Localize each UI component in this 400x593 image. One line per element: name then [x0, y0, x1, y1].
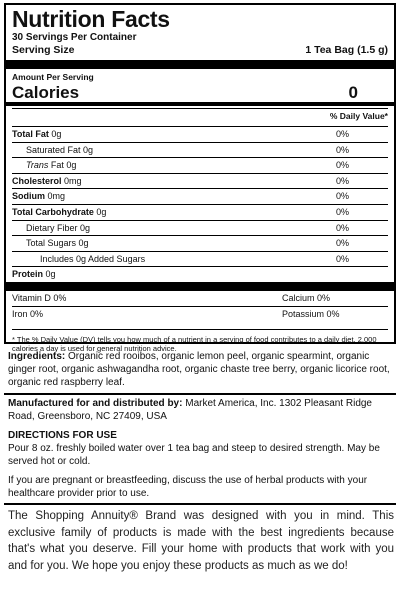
nutrition-facts-panel: [4, 3, 396, 354]
nutrient-pct: 0%: [336, 238, 350, 249]
section-divider: [4, 503, 396, 505]
nutrient-name: Cholesterol: [12, 175, 62, 186]
nutrient-row-total-carbohydrate: [12, 204, 388, 220]
nutrient-pct: 0%: [336, 160, 350, 171]
vitamin-row-1: [12, 291, 388, 306]
nutrient-pct: 0%: [336, 144, 350, 155]
serving-size-label: Serving Size: [12, 44, 75, 56]
calories-label: Calories: [12, 83, 80, 102]
serving-size-value: 1 Tea Bag (1.5 g): [305, 44, 388, 56]
serving-size-row: [12, 44, 388, 57]
nutrient-row-sodium: [12, 188, 388, 204]
pregnancy-warning: If you are pregnant or breastfeeding, discuss the use of herbal products with your healthcare provider prior to use.: [8, 475, 368, 499]
directions-heading: DIRECTIONS FOR USE: [8, 430, 117, 441]
nutrient-amount: 0g: [51, 129, 62, 139]
nutrient-amount: 0g: [96, 206, 107, 217]
nutrient-row-total-fat: [12, 126, 388, 142]
section-divider: [4, 393, 396, 395]
ingredients-label: Ingredients:: [8, 351, 66, 362]
thick-divider: [6, 60, 394, 69]
ingredients-text: Organic red rooibos, organic lemon peel, organic spearmint, organic ginger root, organic ashwagandha root, organic chaste tree berry, organic licorice root, organic red raspberry leaf.: [8, 351, 390, 388]
nutrient-pct: 0%: [336, 222, 350, 233]
vitamin-row-2: [12, 306, 388, 321]
nutrient-row-total-sugars: [12, 235, 388, 251]
potassium: Potassium 0%: [282, 308, 340, 319]
nutrient-pct: 0%: [336, 129, 350, 139]
calories-row: [12, 83, 388, 102]
nutrient-row-added-sugars: [12, 251, 388, 267]
nutrient-name: Includes 0g Added Sugars: [40, 253, 146, 264]
vitamin-d: Vitamin D 0%: [12, 292, 67, 303]
nutrient-amount: Fat 0g: [50, 160, 77, 171]
nutrient-name: Sodium: [12, 191, 45, 202]
nutrient-name: Total Carbohydrate: [12, 206, 94, 217]
nutrient-name: Dietary Fiber 0g: [26, 222, 91, 233]
nutrient-row-cholesterol: [12, 173, 388, 189]
nutrient-name: Saturated Fat 0g: [26, 144, 94, 155]
nutrient-pct: 0%: [336, 253, 350, 264]
calcium: Calcium 0%: [282, 292, 331, 303]
nutrient-row-dietary-fiber: [12, 220, 388, 236]
nutrition-facts-title: Nutrition Facts: [12, 6, 170, 32]
brand-blurb: The Shopping Annuity® Brand was designed with you in mind. This exclusive family of products is made with the best ingredients because that's what you deserve. Fill your home with products that work with you and for you. We hope you enjoy these products as much as we do!: [8, 510, 394, 572]
nutrient-name: Protein: [12, 269, 44, 280]
manufacturer-label: Manufactured for and distributed by:: [8, 398, 183, 409]
directions-text: Pour 8 oz. freshly boiled water over 1 tea bag and steep to desired strength. May be served hot or cold.: [8, 443, 380, 467]
nutrient-pct: 0%: [336, 191, 350, 202]
nutrient-amount: 0g: [45, 269, 56, 280]
nutrient-row-saturated-fat: [12, 142, 388, 158]
amount-per-serving: Amount Per Serving: [12, 72, 94, 82]
daily-value-header: % Daily Value*: [12, 108, 388, 126]
manufacturer-text: Market America, Inc. 1302 Pleasant Ridge Road, Greensboro, NC 27409, USA: [8, 398, 372, 422]
medium-divider: [6, 102, 394, 106]
ingredients-block: [8, 350, 394, 389]
thick-divider: [6, 282, 394, 291]
calories-value: 0: [348, 83, 358, 102]
nutrient-name: Trans: [26, 160, 49, 171]
servings-per-container: 30 Servings Per Container: [12, 32, 137, 43]
nutrient-pct: 0%: [336, 175, 350, 186]
nutrient-amount: 0mg: [47, 191, 66, 202]
nutrient-row-protein: [12, 266, 388, 282]
nutrient-name: Total Fat: [12, 129, 49, 139]
nutrient-row-trans-fat: [12, 157, 388, 173]
manufacturer-block: [8, 397, 394, 423]
nutrient-name: Total Sugars 0g: [26, 238, 89, 249]
daily-value-footnote: * The % Daily Value (DV) tells you how much of a nutrient in a serving of food contributes to a daily diet. 2,000 calories a day is used for general nutrition advice.: [12, 329, 388, 354]
iron: Iron 0%: [12, 308, 44, 319]
nutrient-pct: 0%: [336, 206, 350, 217]
nutrient-amount: 0mg: [64, 175, 82, 186]
